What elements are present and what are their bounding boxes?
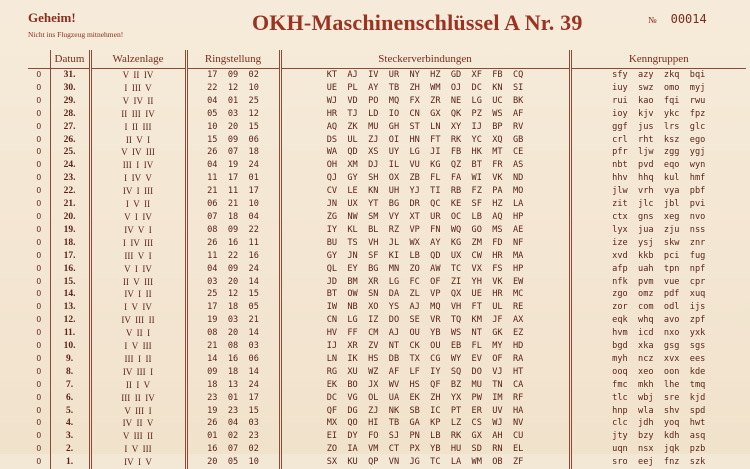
plugboard-cell: CN LG IZ DO SE VR TQ KM JF AX [280,314,570,327]
check-mark: O [36,82,42,92]
key-groups-cell: iuy swz omo myj [570,82,746,95]
date-cell: 11. [50,327,90,340]
check-mark: O [36,353,42,363]
ring-settings-cell: 17 09 02 [186,69,280,82]
rotor-order-cell: IV I II [90,288,186,301]
ring-settings-cell: 19 23 15 [186,405,280,418]
key-groups-cell: afp uah tpn npf [570,263,746,276]
key-groups-cell: sro eej fnz szk [570,456,746,469]
table-row [28,417,746,430]
ring-settings-cell: 18 13 24 [186,379,280,392]
key-groups-cell: rui kao fqi rwu [570,95,746,108]
ring-settings-cell: 06 21 10 [186,198,280,211]
table-row [28,327,746,340]
table-row [28,443,746,456]
check-mark: O [36,108,42,118]
ring-settings-cell: 04 19 24 [186,159,280,172]
rotor-order-cell: V I IV [90,263,186,276]
rotor-order-cell: I V III [90,340,186,353]
check-mark: O [36,121,42,131]
key-groups-cell: ize ysj skw znr [570,237,746,250]
rotor-order-cell: I IV III [90,237,186,250]
plugboard-cell: BT OW SN DA ZL VP QX UE HR MC [280,288,570,301]
ring-settings-cell: 08 09 22 [186,224,280,237]
table-row [28,340,746,353]
rotor-order-cell: IV V I [90,224,186,237]
rotor-order-cell: IV II V [90,417,186,430]
table-row [28,134,746,147]
number-label: № [648,15,657,25]
rotor-order-cell: IV I III [90,185,186,198]
table-row [28,198,746,211]
date-cell: 22. [50,185,90,198]
table-row [28,108,746,121]
check-mark: O [36,289,42,299]
rotor-order-cell: V IV III [90,146,186,159]
ring-settings-cell: 15 09 06 [186,134,280,147]
plugboard-cell: JN UX YT BG DR QC KE SF HZ LA [280,198,570,211]
plugboard-cell: QF DG ZJ NK SB IC PT ER UV HA [280,405,570,418]
table-row [28,276,746,289]
table-row [28,82,746,95]
key-groups-cell: myh ncz xvx ees [570,353,746,366]
key-groups-cell: nbt pvd eqo wyn [570,159,746,172]
date-cell: 25. [50,146,90,159]
plugboard-cell: HR TJ LD IO CN GX QK PZ WS AF [280,108,570,121]
key-groups-cell: ioy kjv ykc fpz [570,108,746,121]
ring-settings-cell: 25 12 15 [186,288,280,301]
rotor-order-cell: II I V [90,379,186,392]
check-mark: O [36,211,42,221]
key-groups-cell: tlc wbj sre kjd [570,392,746,405]
serial-block [648,12,707,26]
table-row [28,250,746,263]
check-mark: O [36,379,42,389]
plugboard-cell: DC VG OL UA EK ZH YX PW IM RF [280,392,570,405]
date-cell: 12. [50,314,90,327]
plugboard-cell: EK BO JX WV HS QF BZ MU TN CA [280,379,570,392]
secret-label: Geheim! [28,10,76,25]
date-cell: 31. [50,69,90,82]
date-cell: 7. [50,379,90,392]
ring-settings-cell: 09 18 14 [186,366,280,379]
ring-settings-cell: 26 04 03 [186,417,280,430]
check-mark: O [36,95,42,105]
key-groups-cell: jty bzy kdh asq [570,430,746,443]
table-row [28,224,746,237]
date-cell: 21. [50,198,90,211]
ring-settings-cell: 21 11 17 [186,185,280,198]
plugboard-cell: EI DY FO SJ PN LB RK GX AH CU [280,430,570,443]
check-mark: O [36,224,42,234]
rotor-order-cell: IV I V [90,456,186,469]
check-mark: O [36,186,42,196]
check-mark: O [36,160,42,170]
key-table [28,50,746,469]
ring-settings-cell: 20 05 10 [186,456,280,469]
check-mark: O [36,263,42,273]
table-row [28,301,746,314]
secrecy-block [28,10,123,39]
key-groups-cell: zor com odl ijs [570,301,746,314]
check-mark: O [36,237,42,247]
check-mark: O [36,431,42,441]
plugboard-cell: QL EY BG MN ZO AW TC VX FS HP [280,263,570,276]
ring-settings-cell: 17 18 05 [186,301,280,314]
key-groups-cell: sfy azy zkq bqi [570,69,746,82]
date-cell: 17. [50,250,90,263]
rotor-order-cell: I V IV [90,301,186,314]
date-cell: 16. [50,263,90,276]
table-row [28,353,746,366]
key-groups-cell: zgo omz pdf xuq [570,288,746,301]
table-row [28,146,746,159]
table-row [28,95,746,108]
check-col-header [28,50,50,69]
ring-settings-cell: 26 07 18 [186,146,280,159]
plugboard-cell: GY JN SF KI LB QD UX CW HR MA [280,250,570,263]
rotor-order-cell: IV III I [90,366,186,379]
date-cell: 29. [50,95,90,108]
check-mark: O [36,315,42,325]
key-groups-cell: ctx gns xeg nvo [570,211,746,224]
plugboard-cell: SX KU QP VN JG TC LA WM OB ZF [280,456,570,469]
check-mark: O [36,199,42,209]
table-row [28,379,746,392]
ring-settings-cell: 10 20 15 [186,121,280,134]
table-row [28,288,746,301]
serial-number: 00014 [670,12,707,26]
ring-settings-cell: 08 20 14 [186,327,280,340]
table-row [28,69,746,82]
key-groups-cell: eqk whq avo zpf [570,314,746,327]
date-cell: 20. [50,211,90,224]
plugboard-cell: IJ XR ZV NT CK OU EB FL MY HD [280,340,570,353]
ring-settings-cell: 19 03 21 [186,314,280,327]
table-row [28,430,746,443]
key-groups-cell: hnp wla shv spd [570,405,746,418]
check-mark: O [36,444,42,454]
check-mark: O [36,366,42,376]
check-mark: O [36,457,42,467]
date-cell: 14. [50,288,90,301]
date-cell: 1. [50,456,90,469]
date-cell: 4. [50,417,90,430]
check-mark: O [36,341,42,351]
rotor-order-cell: V III I [90,405,186,418]
key-groups-cell: crl rht ksz ego [570,134,746,147]
check-mark: O [36,302,42,312]
date-cell: 24. [50,159,90,172]
key-groups-cell: pfr ljw zgg ygj [570,146,746,159]
rotors-col-header: Walzenlage [90,50,186,69]
date-cell: 15. [50,276,90,289]
table-row [28,237,746,250]
plugboard-cell: MX QO HI TB GA KP LZ CS WJ NV [280,417,570,430]
rotor-order-cell: III V I [90,250,186,263]
date-cell: 8. [50,366,90,379]
date-cell: 23. [50,172,90,185]
ring-settings-cell: 23 01 17 [186,392,280,405]
rotor-order-cell: V II I [90,327,186,340]
plugboard-cell: IW NB XO YS AJ MQ VH FT UL RE [280,301,570,314]
groups-col-header: Kenngruppen [570,50,746,69]
key-groups-cell: clc jdh yoq hwt [570,417,746,430]
ring-settings-cell: 03 20 14 [186,276,280,289]
check-mark: O [36,173,42,183]
rotor-order-cell: II III IV [90,108,186,121]
rotor-order-cell: V IV II [90,95,186,108]
ring-settings-cell: 22 12 10 [186,82,280,95]
date-cell: 18. [50,237,90,250]
date-cell: 30. [50,82,90,95]
ring-settings-cell: 11 17 01 [186,172,280,185]
rotor-order-cell: III II IV [90,392,186,405]
table-row [28,314,746,327]
rotor-order-cell: III I IV [90,159,186,172]
plugboard-cell: ZO IA VM CT PX YB HU SD RN EL [280,443,570,456]
date-cell: 5. [50,405,90,418]
plugboard-cell: JD BM XR LG FC OF ZI YH VK EW [280,276,570,289]
date-cell: 26. [50,134,90,147]
date-cell: 28. [50,108,90,121]
ring-settings-cell: 04 09 24 [186,263,280,276]
secret-note: Nicht ins Flugzeug mitnehmen! [28,30,124,39]
table-row [28,366,746,379]
ring-settings-cell: 07 18 04 [186,211,280,224]
key-groups-cell: hhv hhq kul hmf [570,172,746,185]
check-mark: O [36,418,42,428]
date-col-header: Datum [50,50,90,69]
rotor-order-cell: II V III [90,276,186,289]
table-row [28,185,746,198]
ring-settings-cell: 01 02 23 [186,430,280,443]
ring-settings-cell: 05 03 12 [186,108,280,121]
table-row [28,172,746,185]
rings-col-header: Ringstellung [186,50,280,69]
check-mark: O [36,134,42,144]
plugboard-cell: ZG NW SM VY XT UR OC LB AQ HP [280,211,570,224]
page-title: OKH-Maschinenschlüssel A Nr. 39 [252,10,583,35]
table-row [28,263,746,276]
rotor-order-cell: I II III [90,121,186,134]
ring-settings-cell: 16 07 02 [186,443,280,456]
check-mark: O [36,328,42,338]
ring-settings-cell: 14 16 06 [186,353,280,366]
rotor-order-cell: I III V [90,82,186,95]
date-cell: 9. [50,353,90,366]
rotor-order-cell: I V II [90,198,186,211]
date-cell: 3. [50,430,90,443]
date-cell: 2. [50,443,90,456]
table-row [28,211,746,224]
key-groups-cell: lyx jua zju nss [570,224,746,237]
ring-settings-cell: 04 01 25 [186,95,280,108]
plugboard-cell: OH XM DJ IL VU KG QZ BT FR AS [280,159,570,172]
check-mark: O [36,250,42,260]
check-mark: O [36,147,42,157]
table-row [28,159,746,172]
plugboard-cell: WJ VD PO MQ FX ZR NE LG UC BK [280,95,570,108]
plugboard-cell: DS UL ZJ OI HN FT RK YC XQ GB [280,134,570,147]
ring-settings-cell: 21 08 03 [186,340,280,353]
table-row [28,121,746,134]
ring-settings-cell: 26 16 11 [186,237,280,250]
rotor-order-cell: V I IV [90,211,186,224]
date-cell: 27. [50,121,90,134]
plugboard-cell: QJ GY SH OX ZB FL FA WI VK ND [280,172,570,185]
key-groups-cell: bgd xka gsg sgs [570,340,746,353]
plugboard-cell: IY KL BL RZ VP FN WQ GO MS AE [280,224,570,237]
plugboard-cell: HV FF CM AJ OU YB WS NT GK EZ [280,327,570,340]
check-mark: O [36,70,42,79]
key-groups-cell: ggf jus lrs glc [570,121,746,134]
plugboard-cell: AQ ZK MU GH ST LN XY IJ BP RV [280,121,570,134]
plugs-col-header: Steckerverbindungen [280,50,570,69]
plugboard-cell: RG XU WZ AF LF IY SQ DO VJ HT [280,366,570,379]
table-header-row [28,50,746,69]
ring-settings-cell: 11 22 16 [186,250,280,263]
rotor-order-cell: III I II [90,353,186,366]
key-groups-cell: uqn nsx jqk pzb [570,443,746,456]
rotor-order-cell: V III II [90,430,186,443]
rotor-order-cell: IV III II [90,314,186,327]
rotor-order-cell: I IV V [90,172,186,185]
check-mark: O [36,276,42,286]
table-row [28,405,746,418]
date-cell: 6. [50,392,90,405]
key-groups-cell: xvd kkb pci fug [570,250,746,263]
date-cell: 19. [50,224,90,237]
key-groups-cell: hvm icd nxo yxk [570,327,746,340]
plugboard-cell: CV LE KN UH YJ TI RB FZ PA MO [280,185,570,198]
key-groups-cell: ooq xeo oon kde [570,366,746,379]
date-cell: 13. [50,301,90,314]
key-groups-cell: nfk pvm vue cpr [570,276,746,289]
rotor-order-cell: I V III [90,443,186,456]
plugboard-cell: LN IK HS DB TX CG WY EV OF RA [280,353,570,366]
rotor-order-cell: V II IV [90,69,186,82]
key-groups-cell: zit jlc jbl pvi [570,198,746,211]
table-row [28,456,746,469]
plugboard-cell: WA QD XS UY LG JI FB HK MT CE [280,146,570,159]
check-mark: O [36,405,42,415]
date-cell: 10. [50,340,90,353]
plugboard-cell: UE PL AY TB ZH WM OJ DC KN SI [280,82,570,95]
plugboard-cell: BU TS VH JL WX AY KG ZM FD NF [280,237,570,250]
check-mark: O [36,392,42,402]
key-groups-cell: jlw vrh vya pbf [570,185,746,198]
plugboard-cell: KT AJ IV UR NY HZ GD XF FB CQ [280,69,570,82]
table-row [28,392,746,405]
key-groups-cell: fmc mkh lhe tmq [570,379,746,392]
rotor-order-cell: II V I [90,134,186,147]
